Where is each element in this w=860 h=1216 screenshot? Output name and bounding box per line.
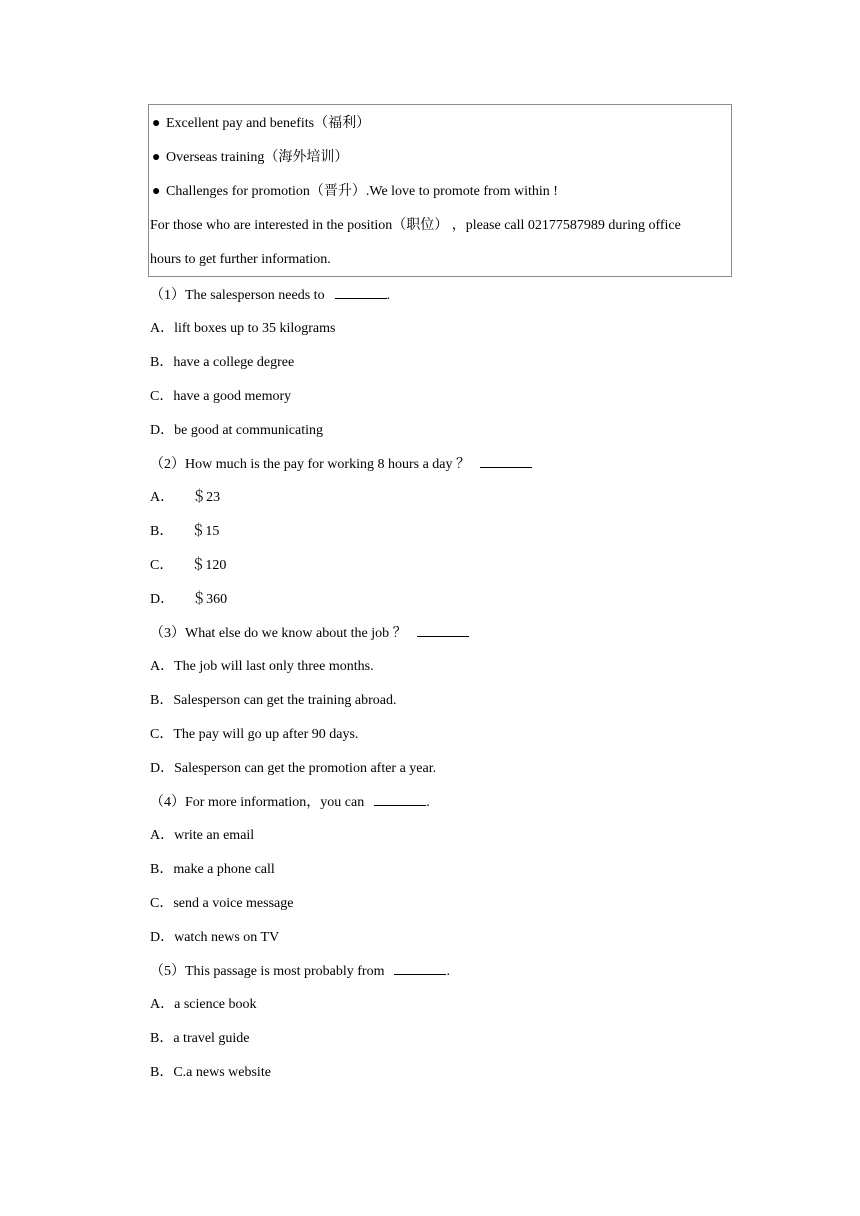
q1-option-b: B．have a college degree — [150, 355, 295, 370]
q3-option-c: C．The pay will go up after 90 days. — [150, 727, 359, 742]
q1-option-d: D．be good at communicating — [150, 423, 324, 438]
q3-option-a: A．The job will last only three months. — [150, 659, 374, 674]
bullet-icon: ● — [152, 184, 161, 199]
q2-option-b: B． ＄15 — [150, 524, 220, 539]
q4-option-a: A．write an email — [150, 828, 255, 843]
question-2: （2）How much is the pay for working 8 hours a day ？ — [150, 455, 532, 474]
q4-option-c: C．send a voice message — [150, 896, 294, 911]
question-4: （4）For more information，you can . — [150, 795, 430, 810]
question-5: （5）This passage is most probably from . — [150, 964, 450, 979]
job-benefits-box — [148, 104, 732, 277]
question-3: （3）What else do we know about the job ？ — [150, 624, 469, 643]
answer-blank — [394, 962, 446, 975]
benefit-line-promotion: ● Challenges for promotion（晋升）.We love to promote from within ! — [152, 184, 558, 199]
q5-option-a: A．a science book — [150, 997, 257, 1012]
q1-option-c: C．have a good memory — [150, 389, 292, 404]
contact-line-2: hours to get further information. — [150, 252, 331, 267]
q3-option-d: D．Salesperson can get the promotion after a year. — [150, 761, 437, 776]
q2-option-c: C． ＄120 — [150, 558, 227, 573]
answer-blank — [335, 286, 387, 299]
q1-option-a: A．lift boxes up to 35 kilograms — [150, 321, 336, 336]
question-1: （1）The salesperson needs to . — [150, 288, 391, 303]
q2-option-d: D． ＄360 — [150, 592, 228, 607]
contact-line-1: For those who are interested in the position（职位） ，please call 02177587989 during office — [150, 218, 681, 233]
benefit-line-pay: ● Excellent pay and benefits（福利） — [152, 116, 371, 131]
answer-blank — [374, 793, 426, 806]
q5-option-c: B．C.a news website — [150, 1065, 271, 1080]
q5-option-b: B．a travel guide — [150, 1031, 250, 1046]
q2-option-a: A． ＄23 — [150, 490, 221, 505]
benefit-line-training: ● Overseas training（海外培训） — [152, 150, 349, 165]
answer-blank — [480, 455, 532, 468]
bullet-icon: ● — [152, 150, 161, 165]
bullet-icon: ● — [152, 116, 161, 131]
answer-blank — [417, 624, 469, 637]
q4-option-d: D．watch news on TV — [150, 930, 280, 945]
q3-option-b: B．Salesperson can get the training abroad. — [150, 693, 397, 708]
q4-option-b: B．make a phone call — [150, 862, 275, 877]
